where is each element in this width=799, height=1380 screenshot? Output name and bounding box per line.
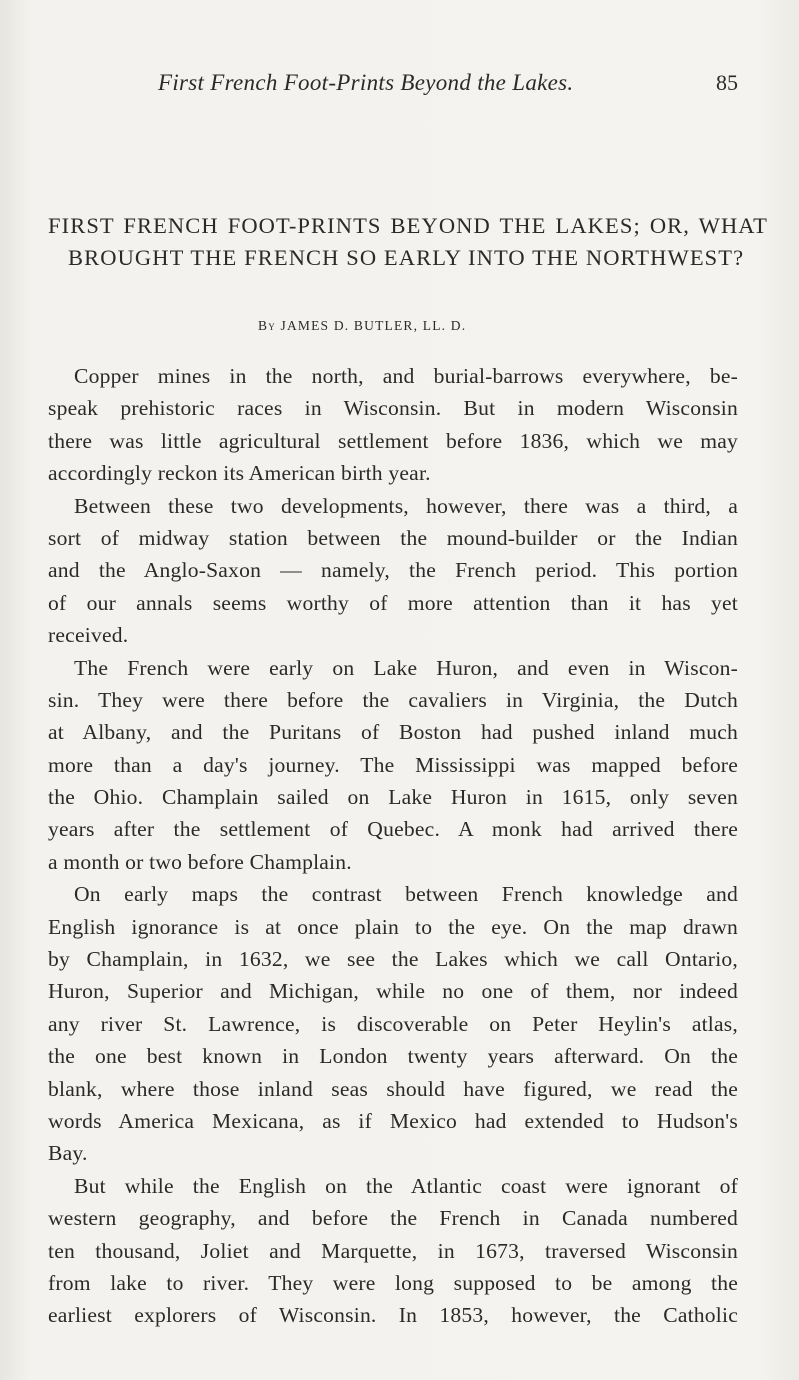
body-line: at Albany, and the Puritans of Boston had pushed inland much [48, 720, 738, 745]
body-line: the Ohio. Champlain sailed on Lake Huron in 1615, only seven [48, 785, 738, 810]
article-title: FIRST FRENCH FOOT-PRINTS BEYOND THE LAKES; OR, WHAT BROUGHT THE FRENCH SO EARLY INTO THE NORTHWEST? [48, 213, 768, 270]
body-line: more than a day's journey. The Mississippi was mapped before [48, 752, 738, 777]
body-line: Copper mines in the north, and burial-barrows everywhere, be- [74, 364, 738, 388]
body-line: years after the settlement of Quebec. A monk had arrived there [48, 817, 738, 842]
body-line: Between these two developments, however, there was a third, a [74, 493, 738, 518]
body-line: English ignorance is at once plain to the eye. On the map drawn [48, 914, 738, 939]
body-line: from lake to river. They were long supposed to be among the [48, 1270, 738, 1295]
author-name: JAMES D. BUTLER, LL. D. [280, 318, 467, 333]
page-number: 85 [716, 70, 738, 95]
body-line: by Champlain, in 1632, we see the Lakes which we call Ontario, [48, 947, 738, 972]
body-line: of our annals seems worthy of more attention than it has yet [48, 590, 738, 615]
body-line: and the Anglo-Saxon — namely, the French period. This portion [48, 558, 738, 583]
body-line: words America Mexicana, as if Mexico had extended to Hudson's [48, 1108, 738, 1133]
body-line: On early maps the contrast between French knowledge and [74, 882, 738, 907]
body-line: received. [48, 623, 129, 648]
body-line: accordingly reckon its American birth year. [48, 461, 431, 486]
body-line: sin. They were there before the cavaliers in Virginia, the Dutch [48, 687, 738, 712]
body-line: Huron, Superior and Michigan, while no one of them, nor indeed [48, 979, 738, 1004]
body-line: sort of midway station between the mound-builder or the Indian [48, 525, 738, 550]
running-title: First French Foot-Prints Beyond the Lakes. [158, 70, 574, 95]
byline [258, 318, 466, 334]
body-line: The French were early on Lake Huron, and even in Wiscon- [74, 655, 738, 680]
running-head [130, 70, 740, 104]
body-line: any river St. Lawrence, is discoverable on Peter Heylin's atlas, [48, 1011, 738, 1036]
body-line: blank, where those inland seas should have figured, we read the [48, 1076, 738, 1101]
article-body [48, 360, 738, 1332]
body-line: speak prehistoric races in Wisconsin. But in modern Wisconsin [48, 396, 738, 421]
body-line: ten thousand, Joliet and Marquette, in 1673, traversed Wisconsin [48, 1238, 738, 1263]
body-line: But while the English on the Atlantic coast were ignorant of [74, 1173, 738, 1198]
body-line: western geography, and before the French in Canada numbered [48, 1206, 738, 1231]
body-line: Bay. [48, 1141, 88, 1166]
body-line: the one best known in London twenty years afterward. On the [48, 1044, 738, 1069]
byline-prefix: By [258, 318, 276, 333]
body-line: there was little agricultural settlement before 1836, which we may [48, 428, 738, 453]
body-line: earliest explorers of Wisconsin. In 1853, however, the Catholic [48, 1303, 738, 1328]
body-line: a month or two before Champlain. [48, 849, 352, 874]
